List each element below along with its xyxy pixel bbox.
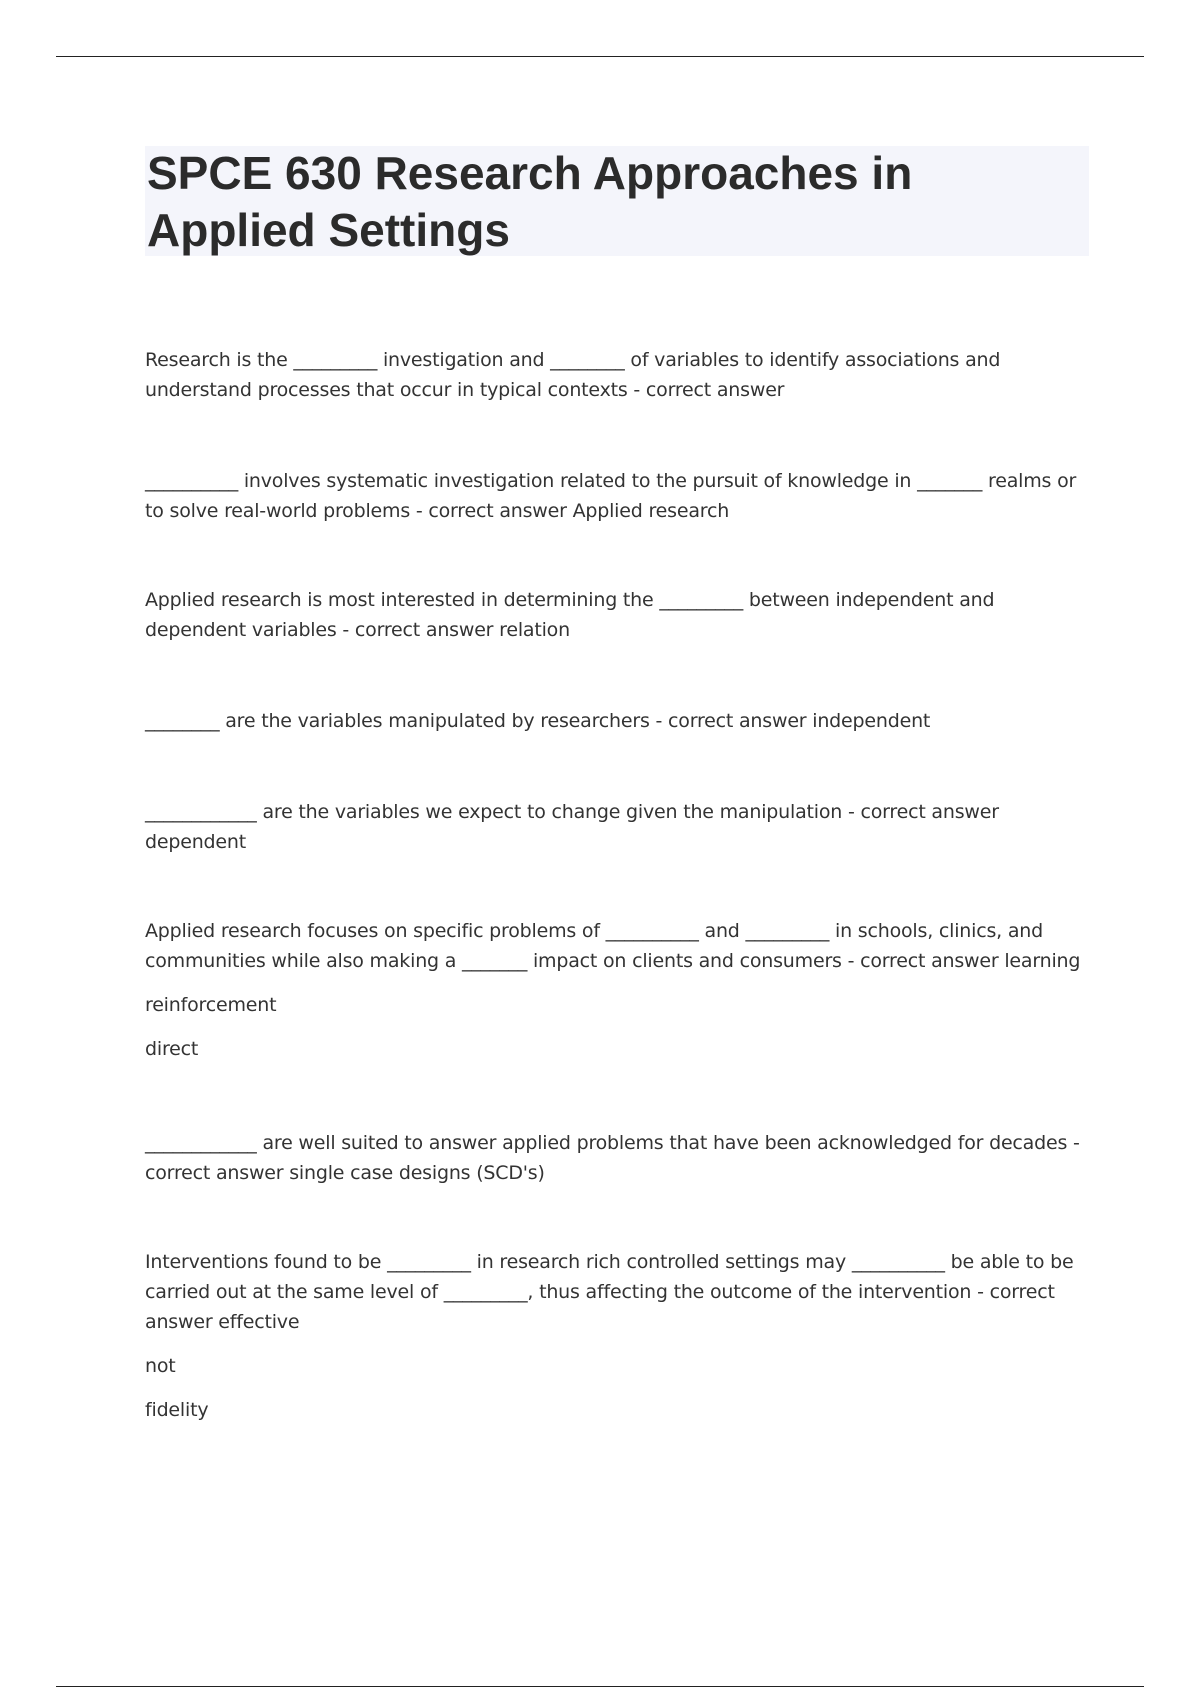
qa-item-1	[145, 345, 1090, 405]
qa-item-6	[145, 916, 1090, 1064]
qa-text: Interventions found to be _________ in research rich controlled settings may __________ be able to be carried out at the same level of _________, thus affecting the outcome of the intervention - correct answer effective	[145, 1251, 1074, 1333]
qa-item-7	[145, 1128, 1090, 1188]
qa-extra-answer: direct	[145, 1038, 199, 1060]
qa-text: ____________ are well suited to answer applied problems that have been acknowledged for decades - correct answer single case designs (SCD's)	[145, 1132, 1080, 1184]
qa-text: ____________ are the variables we expect to change given the manipulation - correct answer dependent	[145, 801, 999, 853]
qa-text: Applied research focuses on specific problems of __________ and _________ in schools, clinics, and communities while also making a _______ impact on clients and consumers - correct answer learning	[145, 920, 1081, 972]
qa-item-2	[145, 466, 1090, 526]
qa-item-8	[145, 1247, 1090, 1425]
qa-item-3	[145, 585, 1090, 645]
qa-item-4	[145, 706, 1090, 736]
qa-extra-answer: fidelity	[145, 1399, 209, 1421]
qa-item-5	[145, 797, 1090, 857]
qa-text: ________ are the variables manipulated by researchers - correct answer independent	[145, 710, 931, 732]
qa-extra-answer: reinforcement	[145, 994, 277, 1016]
document-title: SPCE 630 Research Approaches in Applied Settings	[147, 147, 913, 256]
qa-extra-answer: not	[145, 1355, 176, 1377]
bottom-divider	[56, 1686, 1144, 1687]
qa-text: Applied research is most interested in determining the _________ between independent and dependent variables - correct answer relation	[145, 589, 995, 641]
top-divider	[56, 56, 1144, 57]
qa-text: __________ involves systematic investigation related to the pursuit of knowledge in _______ realms or to solve real-world problems - correct answer Applied research	[145, 470, 1077, 522]
qa-text: Research is the _________ investigation and ________ of variables to identify associations and understand processes that occur in typical contexts - correct answer	[145, 349, 1001, 401]
